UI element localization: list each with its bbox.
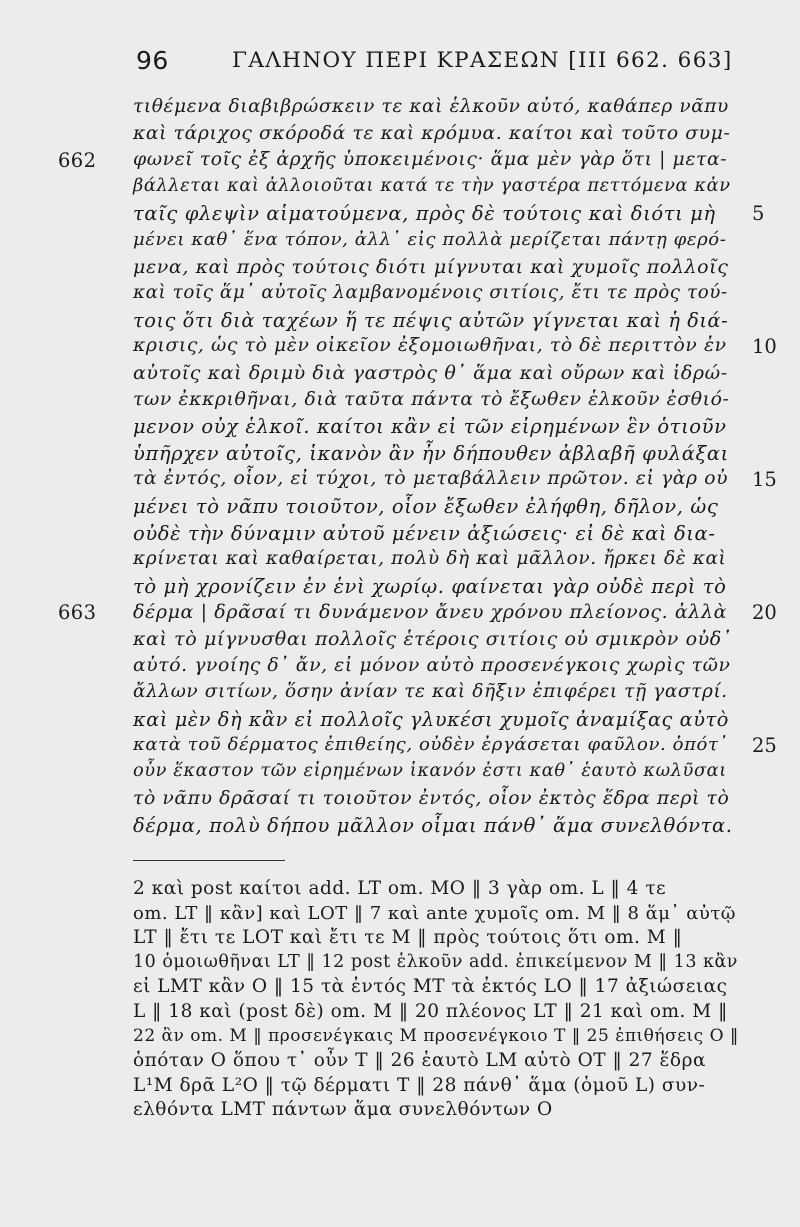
margin-page-reference: 662 xyxy=(58,149,97,173)
text-line-content: μένει καθ᾽ ἕνα τόπον, ἀλλ᾽ εἰς πολλὰ μερίζεται πάντῃ φερό- xyxy=(133,229,727,250)
apparatus-line: L ‖ 18 καὶ (post δὲ) om. M ‖ 20 πλέονος LT ‖ 21 καὶ om. M ‖ xyxy=(133,1001,728,1022)
text-line-content: τὸ μὴ χρονίζειν ἐν ἑνὶ χωρίῳ. φαίνεται γὰρ οὐδὲ περὶ τὸ xyxy=(133,574,727,598)
margin-line-number: 25 xyxy=(752,734,777,758)
text-line xyxy=(0,282,800,312)
running-head: ΓΑΛΗΝΟΥ ΠΕΡΙ ΚΡΑΣΕΩΝ [ΙΙΙ 662. 663] xyxy=(232,48,733,73)
apparatus-line: 10 ὁμοιωθῆναι LT ‖ 12 post ἑλκοῦν add. ἐπικείμενον M ‖ 13 κἂν xyxy=(133,951,738,972)
text-line xyxy=(0,229,800,259)
footnote-rule xyxy=(133,860,285,861)
text-line xyxy=(0,202,800,232)
margin-line-number: 15 xyxy=(752,468,777,492)
text-line-content: δέρμα | δρᾶσαί τι δυνάμενον ἄνευ χρόνου πλείονος. ἀλλὰ xyxy=(133,601,728,624)
text-line-content: καὶ τάριχος σκόροδά τε καὶ κρόμυα. καίτοι καὶ τοῦτο συμ- xyxy=(133,122,731,144)
text-line-content: μενα, καὶ πρὸς τούτοις διότι μίγνυται καὶ χυμοῖς πολλοῖς xyxy=(133,255,729,278)
apparatus-line: 2 καὶ post καίτοι add. LT om. MO ‖ 3 γὰρ om. L ‖ 4 τε xyxy=(133,878,667,899)
text-line-content: αὐτοῖς καὶ δριμὺ διὰ γαστρὸς θ᾽ ἅμα καὶ οὔρων καὶ ἱδρώ- xyxy=(133,362,728,384)
text-line-content: μένει τὸ νᾶπυ τοιοῦτον, οἷον ἔξωθεν ἐλήφθη, δῆλον, ὡς xyxy=(133,495,719,518)
text-line-content: τὸ νᾶπυ δρᾶσαί τι τοιοῦτον ἐντός, οἷον ἐκτὸς ἕδρα περὶ τὸ xyxy=(133,787,730,809)
text-line-content: κρισις, ὡς τὸ μὲν οἰκεῖον ἐξομοιωθῆναι, τὸ δὲ περιττὸν ἐν xyxy=(133,335,727,357)
text-line-content: οὖν ἕκαστον τῶν εἰρημένων ἱκανόν ἐστι καθ᾽ ἑαυτὸ κωλῦσαι xyxy=(133,761,727,781)
text-line xyxy=(0,149,800,179)
text-line xyxy=(0,468,800,498)
text-line xyxy=(0,123,800,153)
text-line xyxy=(0,362,800,392)
text-line-content: καὶ τὸ μίγνυσθαι πολλοῖς ἑτέροις σιτίοις οὐ σμικρὸν οὐδ᾽ xyxy=(133,628,732,650)
text-line-content: ταῖς φλεψὶν αἱματούμενα, πρὸς δὲ τούτοις καὶ διότι μὴ xyxy=(133,202,716,226)
text-line xyxy=(0,522,800,552)
text-line-content: των ἐκκριθῆναι, διὰ ταῦτα πάντα τὸ ἔξωθεν ἑλκοῦν ἐσθιό- xyxy=(133,388,730,410)
text-line xyxy=(0,176,800,206)
text-line-content: κρίνεται καὶ καθαίρεται, πολὺ δὴ καὶ μᾶλλον. ἤρκει δὲ καὶ xyxy=(133,548,727,570)
margin-page-reference: 663 xyxy=(58,601,97,625)
text-line-content: καὶ τοῖς ἅμ᾽ αὐτοῖς λαμβανομένοις σιτίοις, ἔτι τε πρὸς τού- xyxy=(133,282,728,304)
text-line xyxy=(0,655,800,685)
text-line-content: κατὰ τοῦ δέρματος ἐπιθείης, οὐδὲν ἐργάσεται φαῦλον. ὁπότ᾽ xyxy=(133,734,729,756)
text-line xyxy=(0,681,800,711)
text-line xyxy=(0,415,800,445)
text-line-content: φωνεῖ τοῖς ἐξ ἀρχῆς ὑποκειμένοις· ἅμα μὲν γὰρ ὅτι | μετα- xyxy=(133,149,728,171)
apparatus-line: om. LT ‖ κἂν] καὶ LOT ‖ 7 καὶ ante χυμοῖς om. M ‖ 8 ἅμ᾽ αὐτῷ xyxy=(133,902,736,924)
text-line-content: ἄλλων σιτίων, ὅσην ἀνίαν τε καὶ δῆξιν ἐπιφέρει τῇ γαστρί. xyxy=(133,681,728,703)
text-line xyxy=(0,761,800,791)
text-line xyxy=(0,389,800,419)
text-line xyxy=(0,548,800,578)
apparatus-line: ελθόντα LMT πάντων ἅμα συνελθόντων O xyxy=(133,1099,553,1121)
apparatus-line: ὁπόταν O ὅπου τ᾽ οὖν T ‖ 26 ἑαυτὸ LM αὐτὸ OT ‖ 27 ἕδρα xyxy=(133,1050,706,1072)
margin-line-number: 10 xyxy=(752,335,777,359)
text-line xyxy=(0,734,800,764)
apparatus-line: 22 ἂν om. M ‖ προσενέγκαις M προσενέγκοιο T ‖ 25 ἐπιθήσεις O ‖ xyxy=(133,1025,739,1046)
text-line-content: καὶ μὲν δὴ κἂν εἰ πολλοῖς γλυκέσι χυμοῖς ἀναμίξας αὐτὸ xyxy=(133,707,729,731)
text-line-content: δέρμα, πολὺ δήπου μᾶλλον οἶμαι πάνθ᾽ ἅμα συνελθόντα. xyxy=(133,814,733,838)
text-line xyxy=(0,335,800,365)
text-line-content: βάλλεται καὶ ἀλλοιοῦται κατά τε τὴν γαστέρα πεττόμενα κἀν xyxy=(133,175,731,196)
text-line-content: οὐδὲ τὴν δύναμιν αὐτοῦ μένειν ἀξιώσεις· εἰ δὲ καὶ δια- xyxy=(133,521,716,545)
text-line xyxy=(0,575,800,605)
text-line xyxy=(0,628,800,658)
text-line-content: τὰ ἐντός, οἷον, εἰ τύχοι, τὸ μεταβάλλειν πρῶτον. εἰ γὰρ οὐ xyxy=(133,468,729,490)
text-line xyxy=(0,814,800,844)
margin-line-number: 20 xyxy=(752,601,777,625)
apparatus-line: LT ‖ ἔτι τε LOT καὶ ἔτι τε M ‖ πρὸς τούτοις ὅτι om. M ‖ xyxy=(133,927,683,949)
apparatus-line: εἰ LMT κἂν O ‖ 15 τὰ ἐντός MT τὰ ἐκτός LO ‖ 17 ἀξιώσειας xyxy=(133,976,728,998)
text-line-content: τοις ὅτι διὰ ταχέων ἥ τε πέψις αὐτῶν γίγνεται καὶ ἡ διά- xyxy=(133,308,729,332)
margin-line-number: 5 xyxy=(752,202,765,226)
page-header xyxy=(92,46,733,86)
text-line-content: μενον οὐχ ἑλκοῖ. καίτοι κἂν εἰ τῶν εἰρημένων ἓν ὁτιοῦν xyxy=(133,415,727,439)
text-line-content: τιθέμενα διαβιβρώσκειν τε καὶ ἑλκοῦν αὐτό, καθάπερ νᾶπυ xyxy=(133,96,729,117)
text-line xyxy=(0,601,800,631)
text-line-content: ὑπῆρχεν αὐτοῖς, ἱκανὸν ἂν ἦν δήπουθεν ἀβλαβῆ φυλάξαι xyxy=(133,441,729,465)
apparatus-line: L¹M δρᾶ L²O ‖ τῷ δέρματι T ‖ 28 πάνθ᾽ ἅμα (ὁμοῦ L) συν- xyxy=(133,1074,706,1096)
page-number: 96 xyxy=(136,46,169,75)
text-line xyxy=(0,256,800,286)
text-line xyxy=(0,495,800,525)
text-line xyxy=(0,708,800,738)
text-line xyxy=(0,96,800,126)
text-line-content: αὐτό. γνοίης δ᾽ ἄν, εἰ μόνον αὐτὸ προσενέγκοις χωρὶς τῶν xyxy=(133,654,731,676)
